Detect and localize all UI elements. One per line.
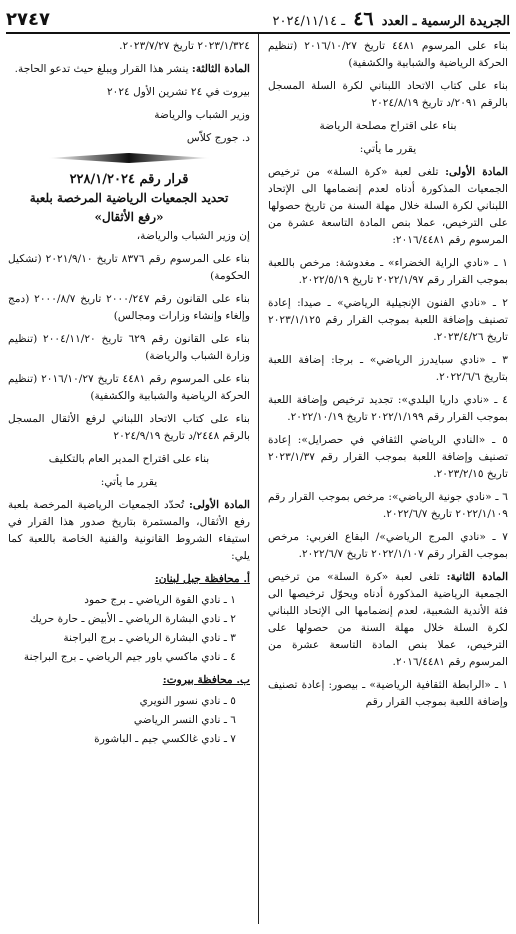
decision-game: «رفع الأثقال» — [94, 210, 164, 224]
article-text: تلغى لعبة «كرة السلة» من ترخيص الجمعية الرياضية المذكورة أدناه ويحوّل ترخيصها الى فئة الأندية الشعبية، لعدم إنضمامها الى الإتحاد اللبناني لكرة السلة خلال مهلة السنة من حصولها على الترخيص، عملا بنص المادة التاسعة عشرة من المرسوم رقم ٢٠١٦/٤٤٨١. — [268, 571, 508, 668]
article-label: المادة الثانية: — [446, 571, 509, 583]
issue-date: ـ ٢٠٢٤/١١/١٤ — [272, 14, 346, 29]
article-2 — [268, 569, 508, 671]
list-item: ٥ ـ «النادي الرياضي الثقافي في حصرايل»: إعادة تصنيف وإضافة اللعبة بموجب القرار رقم ٢٠٢٣/١/٣٧ تاريخ ٢٠٢٣/٢/١٥. — [268, 434, 508, 480]
page-header — [6, 6, 510, 34]
list-item: ٥ ـ نادي نسور النويري — [139, 695, 236, 707]
list-item: ٢ ـ نادي البشارة الرياضي ـ الأبيض ـ حارة حريك — [29, 613, 236, 625]
recital: بناء على المرسوم رقم ٤٤٨١ تاريخ ٢٠١٦/١٠/٢٧ (تنظيم الحركة الرياضية والشبابية والكشفية) — [8, 373, 250, 402]
right-column — [268, 38, 508, 717]
article-3 — [8, 61, 250, 78]
decides-line: يقرر ما يأتي: — [359, 143, 417, 155]
header-masthead — [273, 8, 510, 30]
recital-letter: بناء على كتاب الاتحاد اللبناني لكرة السلة المسجل بالرقم ٢٠٩١/د تاريخ ٢٠٢٤/٨/١٩ — [268, 80, 508, 109]
section-heading-b: ب. محافظة بيروت: — [162, 674, 250, 686]
section-ornament — [48, 153, 210, 163]
page-number: ٢٧٤٧ — [6, 9, 50, 30]
list-item: ٧ ـ «نادي المرج الرياضي»/ البقاع الغربي: مرخص بموجب القرار رقم ٢٠٢٢/١/١٠٧ تاريخ ٢٠٢٢/٦/٧. — [268, 531, 508, 560]
gazette-title: الجريدة الرسمية ـ العدد — [381, 14, 510, 29]
signing-minister-name: د. جورج كلاّس — [186, 132, 250, 144]
signing-minister-title: وزير الشباب والرياضة — [154, 109, 250, 121]
decision-subject: تحديد الجمعيات الرياضية المرخصة بلعبة — [29, 191, 229, 205]
decision-title: قرار رقم ٢٢٨/١/٢٠٢٤ — [69, 172, 189, 187]
recital-proposal: بناء على اقتراح المدير العام بالتكليف — [48, 453, 210, 465]
article-text: تُحدّد الجمعيات الرياضية المرخصة بلعبة رفع الأثقال، والمستمرة بتاريخ صدور هذا القرار في استيفاء الشروط القانونية والفنية الخاصة باللعبة كما يلي: — [8, 499, 250, 562]
list-item: ١ ـ «نادي الراية الخضراء» ـ مغدوشة: مرخص باللعبة بموجب القرار رقم ٢٠٢٢/١/٩٧ تاريخ ٢٠٢٢/٥/١٩. — [268, 257, 508, 286]
recital-proposal: بناء على اقتراح مصلحة الرياضة — [319, 120, 457, 132]
recital: بناء على القانون رقم ٦٢٩ تاريخ ٢٠٠٤/١١/٢٠ (تنظيم وزارة الشباب والرياضة) — [8, 333, 250, 362]
article-text: تلغى لعبة «كرة السلة» من ترخيص الجمعيات المذكورة أدناه لعدم إنضمامها الى الإتحاد اللبناني لكرة السلة خلال مهلة السنة من تاريخ حصولها على الترخيص، عملا بنص المادة التاسعة عشرة من المرسوم رقم ٢٠١٦/٤٤٨١: — [268, 166, 508, 246]
list-item: ٦ ـ نادي النسر الرياضي — [133, 714, 236, 726]
recital: بناء على كتاب الاتحاد اللبناني لرفع الأثقال المسجل بالرقم ٢٤٤٨/د تاريخ ٢٠٢٤/٩/١٩ — [8, 413, 250, 442]
list-item: ٢ ـ «نادي الفنون الإنجيلية الرياضي» ـ صيدا: إعادة تصنيف وإضافة اللعبة بموجب القرار رقم ٢٠٢٣/١/١٢٥ تاريخ ٢٠٢٣/٤/٢٦. — [268, 297, 508, 343]
article-1 — [8, 497, 250, 565]
recital: بناء على المرسوم رقم ٨٣٧٦ تاريخ ٢٠٢١/٩/١٠ (تشكيل الحكومة) — [8, 253, 250, 282]
list-item: ٣ ـ نادي البشارة الرياضي ـ برج البراجنة — [63, 632, 236, 644]
signing-place-date: بيروت في ٢٤ تشرين الأول ٢٠٢٤ — [106, 86, 250, 98]
club-list-b — [8, 693, 250, 748]
continued-text: ٢٠٢٣/١/٣٢٤ تاريخ ٢٠٢٣/٧/٢٧. — [119, 40, 250, 52]
list-item: ٤ ـ نادي ماكسي باور جيم الرياضي ـ برج البراجنة — [23, 651, 236, 663]
list-item: ٧ ـ نادي غالكسي جيم ـ الباشورة — [94, 733, 236, 745]
club-list-a — [8, 592, 250, 666]
article-1 — [268, 164, 508, 249]
list-item: ١ ـ نادي القوة الرياضي ـ برج حمود — [84, 594, 236, 606]
column-divider — [258, 34, 259, 924]
recital-decree: بناء على المرسوم ٤٤٨١ تاريخ ٢٠١٦/١٠/٢٧ (تنظيم الحركة الرياضية والشبابية والكشفية) — [268, 40, 508, 69]
article-label: المادة الثالثة: — [191, 63, 250, 75]
list-item: ١ ـ «الرابطة الثقافية الرياضية» ـ بيصور: إعادة تصنيف وإضافة اللعبة بموجب القرار رقم — [268, 679, 508, 708]
preamble: إن وزير الشباب والرياضة، — [136, 230, 250, 242]
list-item: ٦ ـ «نادي جونية الرياضي»: مرخص بموجب القرار رقم ٢٠٢٢/١/١٠٩ تاريخ ٢٠٢٢/٦/٧. — [268, 491, 508, 520]
recital: بناء على القانون رقم ٢٠٠٠/٢٤٧ تاريخ ٢٠٠٠/٨/٧ (دمج وإلغاء وإنشاء وزارات ومجالس) — [8, 293, 250, 322]
article-text: ينشر هذا القرار ويبلغ حيث تدعو الحاجة. — [14, 63, 189, 75]
left-column — [8, 38, 250, 754]
article-label: المادة الأولى: — [445, 166, 508, 178]
list-item: ٣ ـ «نادي سبايدرز الرياضي» ـ برجا: إضافة اللعبة بتاريخ ٢٠٢٢/٦/٦. — [268, 354, 508, 383]
section-heading-a: أ. محافظة جبل لبنان: — [154, 573, 250, 585]
list-item: ٤ ـ «نادي داريا البلدي»: تجديد ترخيص وإضافة اللعبة بموجب القرار رقم ٢٠٢٢/١/١٩٩ تاريخ ٢٠٢٢/١٠/١٩. — [268, 394, 508, 423]
article-label: المادة الأولى: — [188, 499, 250, 511]
issue-number: ٤٦ — [353, 8, 374, 30]
decides-line: يقرر ما يأتي: — [100, 476, 158, 488]
